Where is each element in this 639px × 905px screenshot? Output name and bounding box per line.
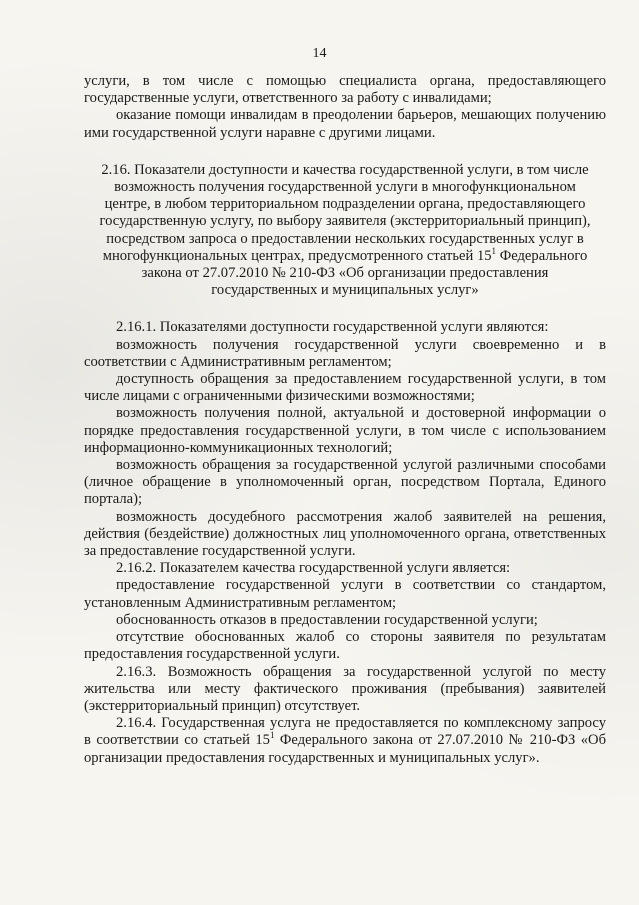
heading-text: Федерального закона от 27.07.2010 № 210-ФЗ «Об организации предоставления государственных и муниципальных услуг» <box>141 247 588 299</box>
superscript: 1 <box>269 730 275 741</box>
page-number: 14 <box>312 46 327 61</box>
paragraph: предоставление государственной услуги в соответствии со стандартом, установленным Административным регламентом; <box>84 577 606 611</box>
paragraph: возможность обращения за государственной услугой различными способами (личное обращение в уполномоченный орган, посредством Портала, Единого портала); <box>84 457 606 508</box>
paragraph: 2.16.1. Показателями доступности государственной услуги являются: <box>116 319 549 336</box>
paragraph: оказание помощи инвалидам в преодолении барьеров, мешающих получению ими государственной услуги наравне с другими лицами. <box>84 107 606 141</box>
paragraph-text: Федерального закона от 27.07.2010 № 210-ФЗ «Об организации предоставления государственных и муниципальных услуг». <box>84 732 606 766</box>
paragraph: услуги, в том числе с помощью специалиста органа, предоставляющего государственные услуги, ответственного за работу с инвалидами; <box>84 73 606 107</box>
heading-text: 2.16. Показатели доступности и качества государственной услуги, в том числе возможность получения государственной услуги в многофункциональном центре, в любом территориальном подразделении органа, предоставляющего государственную услугу, по выбору заявителя (экстерриториальный принцип), посредством запроса о предоставлении нескольких государственных услуг в многофункциональных центрах, предусмотренного статьей 15 <box>99 161 591 264</box>
paragraph: возможность досудебного рассмотрения жалоб заявителей на решения, действия (бездействие) должностных лиц уполномоченного органа, ответственных за предоставление государственной услуги. <box>84 508 606 560</box>
section-heading <box>84 162 606 300</box>
paragraph-text: 2.16.4. Государственная услуга не предоставляется по комплексному запросу в соответствии со статьей 15 <box>84 715 606 749</box>
paragraph: возможность получения государственной услуги своевременно и в соответствии с Административным регламентом; <box>84 336 606 370</box>
paragraph: возможность получения полной, актуальной и достоверной информации о порядке предоставления государственной услуги, в том числе с использованием информационно-коммуникационных технологий; <box>84 405 606 456</box>
paragraph: 2.16.3. Возможность обращения за государственной услугой по месту жительства или месту фактического проживания (пребывания) заявителей (экстерриториальный принцип) отсутствует. <box>84 663 606 714</box>
paragraph: доступность обращения за предоставлением государственной услуги, в том числе лицами с ограниченными физическими возможностями; <box>84 371 606 405</box>
paragraph: обоснованность отказов в предоставлении государственной услуги; <box>116 611 538 628</box>
paragraph: 2.16.2. Показателем качества государственной услуги является: <box>116 560 511 577</box>
paragraph <box>84 715 606 767</box>
paragraph: отсутствие обоснованных жалоб со стороны заявителя по результатам предоставления государственной услуги. <box>84 629 606 663</box>
document-body <box>84 73 606 767</box>
superscript: 1 <box>491 245 497 256</box>
